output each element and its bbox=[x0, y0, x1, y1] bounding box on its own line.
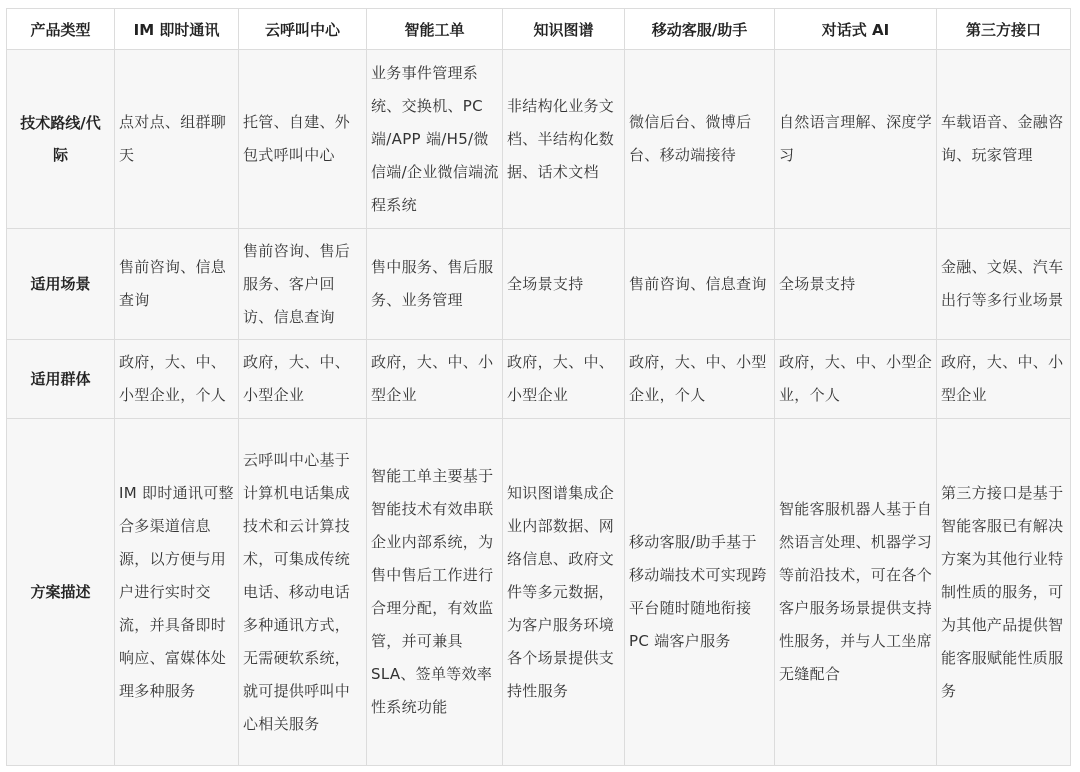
table-cell: 全场景支持 bbox=[775, 229, 937, 340]
table-cell: 政府，大、中、小型企业 bbox=[937, 340, 1071, 419]
table-cell: 业务事件管理系统、交换机、PC端/APP 端/H5/微信端/企业微信端流程系统 bbox=[367, 50, 503, 229]
table-cell: 知识图谱集成企业内部数据、网络信息、政府文件等多元数据，为客户服务环境各个场景提供支持性服务 bbox=[503, 419, 625, 766]
table-row-scenario bbox=[7, 229, 1071, 340]
table-cell: 售中服务、售后服务、业务管理 bbox=[367, 229, 503, 340]
table-cell: 非结构化业务文档、半结构化数据、话术文档 bbox=[503, 50, 625, 229]
table-cell: 智能客服机器人基于自然语言处理、机器学习等前沿技术，可在各个客户服务场景提供支持性服务，并与人工坐席无缝配合 bbox=[775, 419, 937, 766]
table-cell: 售前咨询、售后服务、客户回访、信息查询 bbox=[239, 229, 367, 340]
row-label: 技术路线/代际 bbox=[7, 50, 115, 229]
table-cell: 售前咨询、信息查询 bbox=[625, 229, 775, 340]
table-cell: 政府，大、中、小型企业 bbox=[239, 340, 367, 419]
table-cell: 政府，大、中、小型企业，个人 bbox=[625, 340, 775, 419]
row-label: 方案描述 bbox=[7, 419, 115, 766]
header-product-type: 产品类型 bbox=[7, 9, 115, 50]
table-cell: 第三方接口是基于智能客服已有解决方案为其他行业特制性质的服务，可为其他产品提供智能客服赋能性质服务 bbox=[937, 419, 1071, 766]
table-cell: 政府，大、中、小型企业 bbox=[367, 340, 503, 419]
header-row bbox=[7, 9, 1071, 50]
table-cell: 微信后台、微博后台、移动端接待 bbox=[625, 50, 775, 229]
table-cell: 全场景支持 bbox=[503, 229, 625, 340]
header-conversational-ai: 对话式 AI bbox=[775, 9, 937, 50]
table-body bbox=[7, 50, 1071, 766]
header-mobile-service: 移动客服/助手 bbox=[625, 9, 775, 50]
row-label: 适用群体 bbox=[7, 340, 115, 419]
table-cell: 自然语言理解、深度学习 bbox=[775, 50, 937, 229]
header-im: IM 即时通讯 bbox=[115, 9, 239, 50]
table-cell: 云呼叫中心基于计算机电话集成技术和云计算技术，可集成传统电话、移动电话多种通讯方式，无需硬软系统，就可提供呼叫中心相关服务 bbox=[239, 419, 367, 766]
table-cell: 车载语音、金融咨询、玩家管理 bbox=[937, 50, 1071, 229]
table-header bbox=[7, 9, 1071, 50]
header-third-party-api: 第三方接口 bbox=[937, 9, 1071, 50]
table-row-tech-route bbox=[7, 50, 1071, 229]
table-cell: 售前咨询、信息查询 bbox=[115, 229, 239, 340]
table-cell: 托管、自建、外包式呼叫中心 bbox=[239, 50, 367, 229]
header-knowledge-graph: 知识图谱 bbox=[503, 9, 625, 50]
header-smart-ticket: 智能工单 bbox=[367, 9, 503, 50]
table-cell: 金融、文娱、汽车出行等多行业场景 bbox=[937, 229, 1071, 340]
table-cell: IM 即时通讯可整合多渠道信息源，以方便与用户进行实时交流，并具备即时响应、富媒体处理多种服务 bbox=[115, 419, 239, 766]
table-cell: 政府，大、中、小型企业，个人 bbox=[775, 340, 937, 419]
table-row-target-group bbox=[7, 340, 1071, 419]
table-cell: 政府，大、中、小型企业，个人 bbox=[115, 340, 239, 419]
table-cell: 点对点、组群聊天 bbox=[115, 50, 239, 229]
table-cell: 移动客服/助手基于移动端技术可实现跨平台随时随地衔接 PC 端客户服务 bbox=[625, 419, 775, 766]
table-cell: 政府，大、中、小型企业 bbox=[503, 340, 625, 419]
header-cloud-call-center: 云呼叫中心 bbox=[239, 9, 367, 50]
product-comparison-table bbox=[6, 8, 1071, 766]
table-cell: 智能工单主要基于智能技术有效串联企业内部系统，为售中售后工作进行合理分配，有效监管，并可兼具 SLA、签单等效率性系统功能 bbox=[367, 419, 503, 766]
row-label: 适用场景 bbox=[7, 229, 115, 340]
table-row-description bbox=[7, 419, 1071, 766]
